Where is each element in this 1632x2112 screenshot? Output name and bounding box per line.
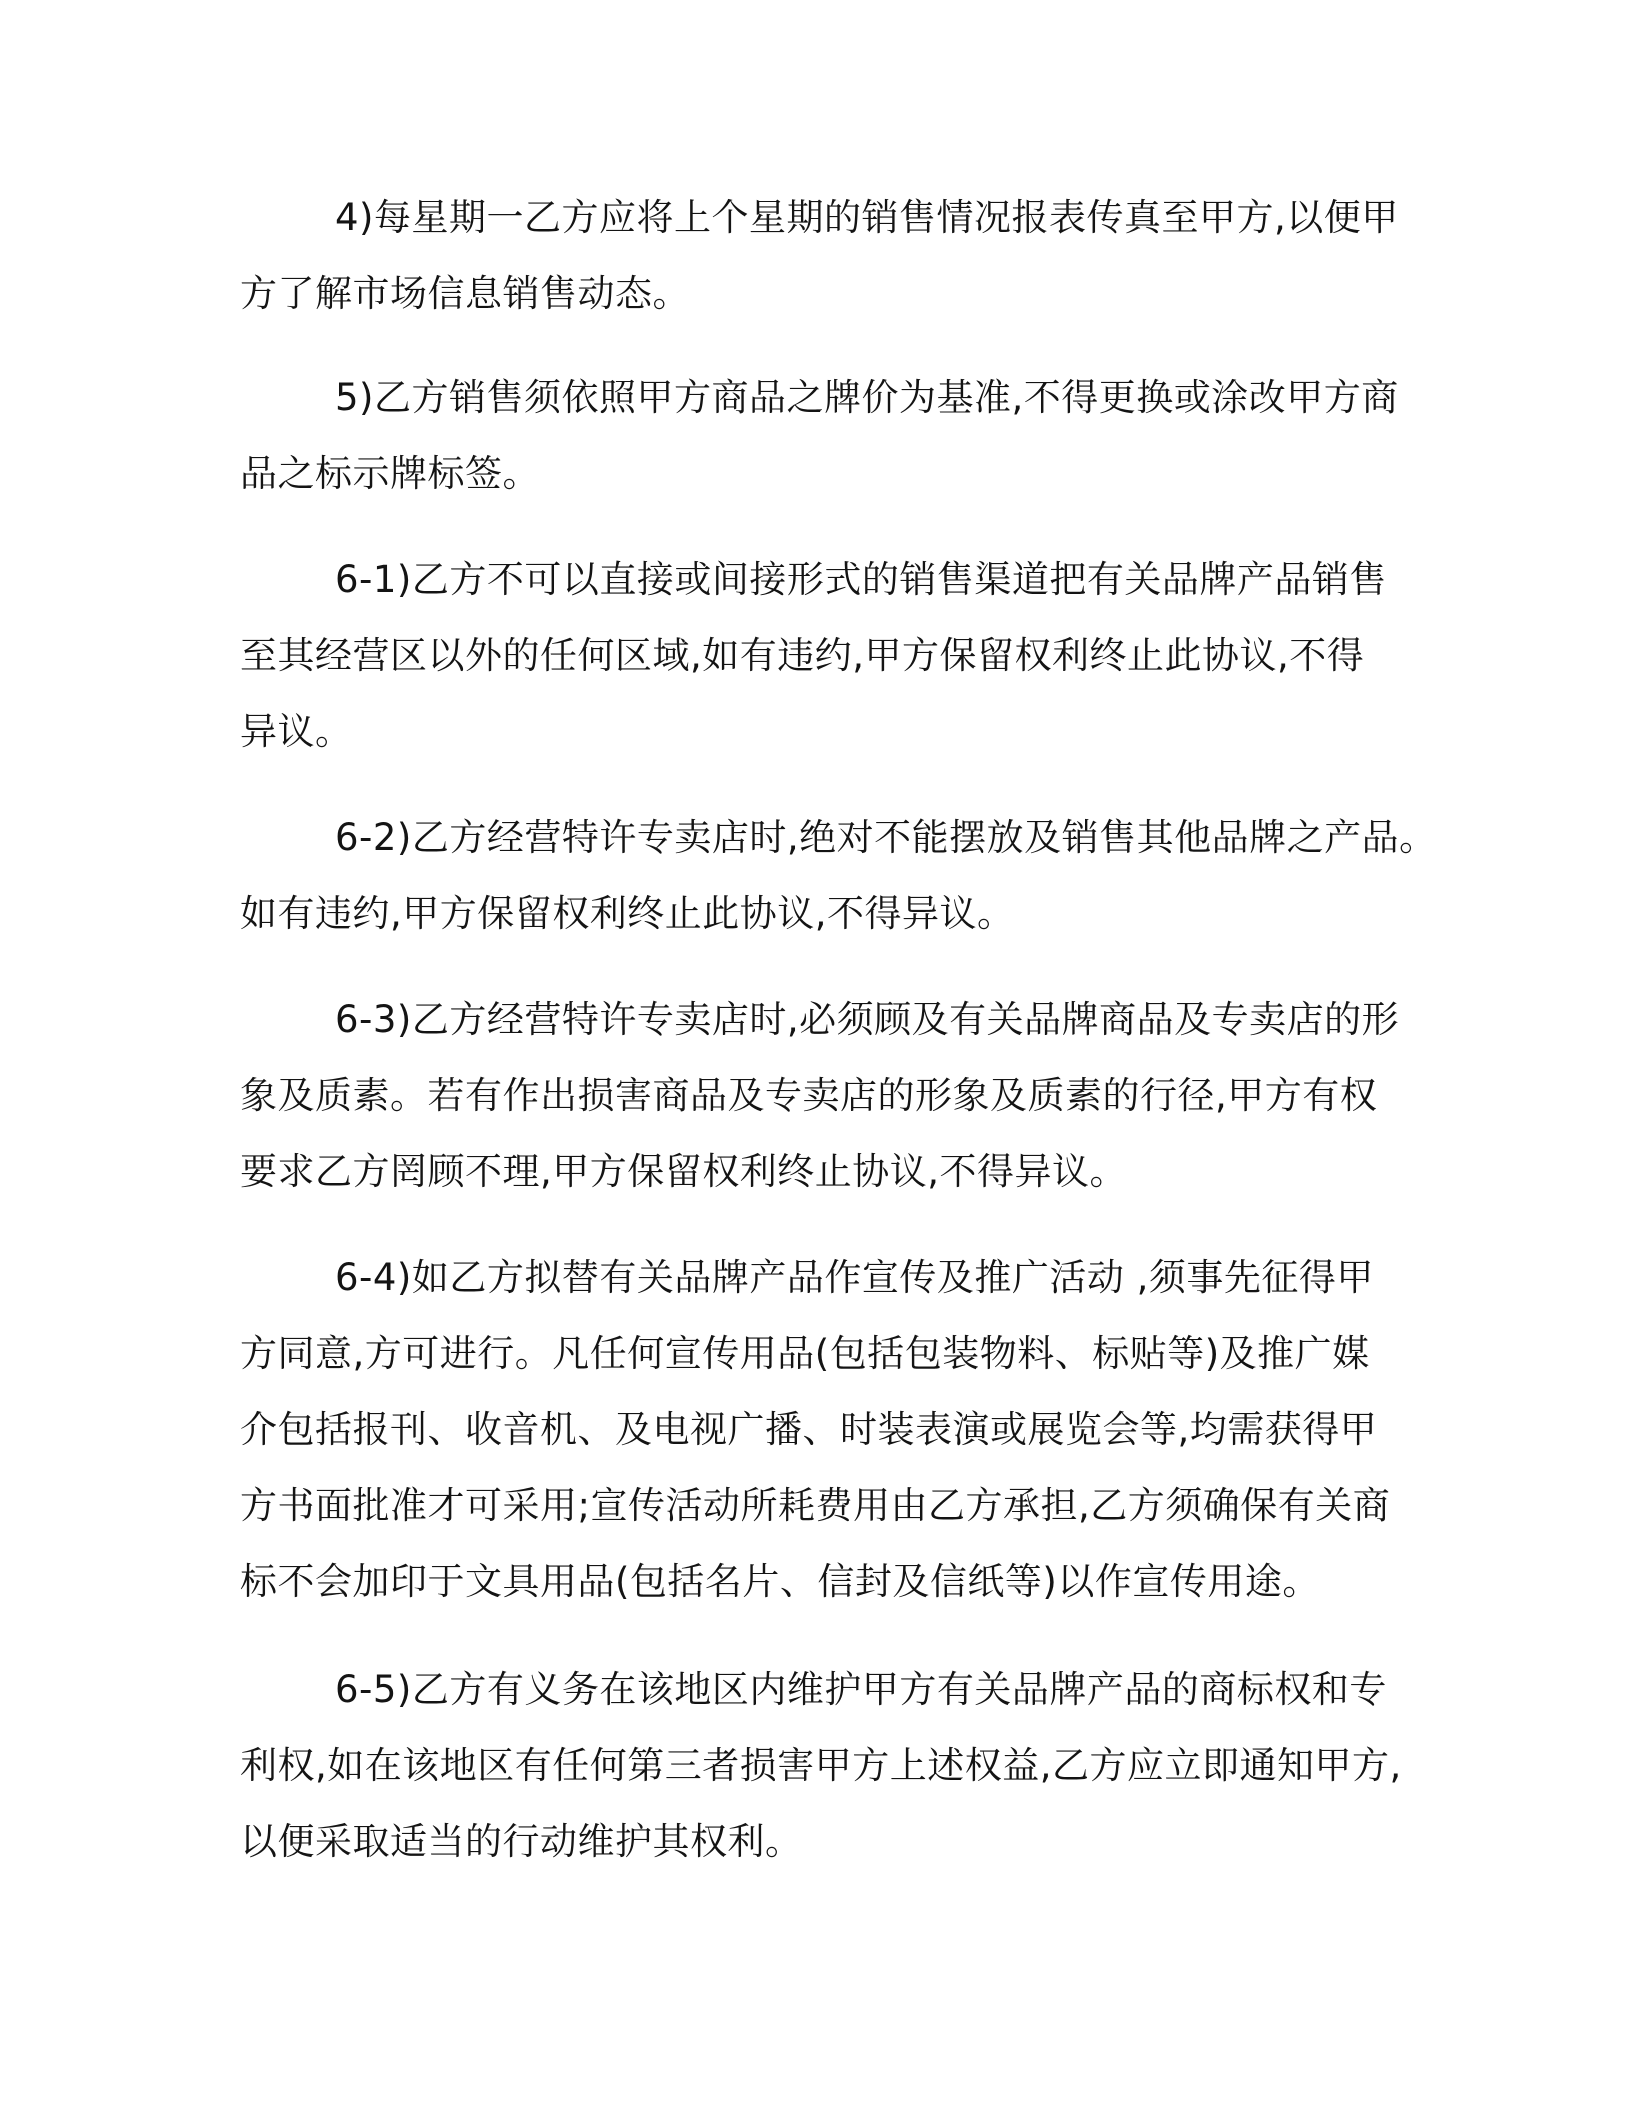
paragraph-line: 方了解市场信息销售动态。 [240, 272, 690, 315]
paragraph-clause-6-5 [240, 1652, 1430, 1880]
paragraph-line: 4)每星期一乙方应将上个星期的销售情况报表传真至甲方,以便甲 [335, 196, 1399, 239]
paragraph-line: 利权,如在该地区有任何第三者损害甲方上述权益,乙方应立即通知甲方, [240, 1744, 1402, 1787]
paragraph-clause-6-1 [240, 542, 1430, 770]
paragraph-line: 6-2)乙方经营特许专卖店时,绝对不能摆放及销售其他品牌之产品。 [335, 816, 1437, 859]
paragraph-line: 以便采取适当的行动维护其权利。 [240, 1820, 803, 1863]
paragraph-clause-6-3 [240, 982, 1430, 1210]
paragraph-line: 要求乙方罔顾不理,甲方保留权利终止协议,不得异议。 [240, 1150, 1128, 1193]
paragraph-clause-5 [240, 360, 1430, 512]
paragraph-line: 6-4)如乙方拟替有关品牌产品作宣传及推广活动 ,须事先征得甲 [335, 1256, 1374, 1299]
paragraph-line: 至其经营区以外的任何区域,如有违约,甲方保留权利终止此协议,不得 [240, 634, 1365, 677]
paragraph-line: 标不会加印于文具用品(包括名片、信封及信纸等)以作宣传用途。 [240, 1560, 1320, 1603]
paragraph-clause-4 [240, 180, 1430, 332]
paragraph-line: 品之标示牌标签。 [240, 452, 540, 495]
paragraph-line: 异议。 [240, 710, 353, 753]
paragraph-line: 方同意,方可进行。凡任何宣传用品(包括包装物料、标贴等)及推广媒 [240, 1332, 1370, 1375]
paragraph-line: 如有违约,甲方保留权利终止此协议,不得异议。 [240, 892, 1015, 935]
paragraph-clause-6-4 [240, 1240, 1430, 1620]
paragraph-line: 象及质素。若有作出损害商品及专卖店的形象及质素的行径,甲方有权 [240, 1074, 1378, 1117]
paragraph-line: 介包括报刊、收音机、及电视广播、时装表演或展览会等,均需获得甲 [240, 1408, 1378, 1451]
paragraph-line: 5)乙方销售须依照甲方商品之牌价为基准,不得更换或涂改甲方商 [335, 376, 1399, 419]
paragraph-line: 6-3)乙方经营特许专卖店时,必须顾及有关品牌商品及专卖店的形 [335, 998, 1400, 1041]
paragraph-line: 6-5)乙方有义务在该地区内维护甲方有关品牌产品的商标权和专 [335, 1668, 1387, 1711]
paragraph-line: 6-1)乙方不可以直接或间接形式的销售渠道把有关品牌产品销售 [335, 558, 1387, 601]
paragraph-clause-6-2 [240, 800, 1437, 952]
paragraph-line: 方书面批准才可采用;宣传活动所耗费用由乙方承担,乙方须确保有关商 [240, 1484, 1391, 1527]
